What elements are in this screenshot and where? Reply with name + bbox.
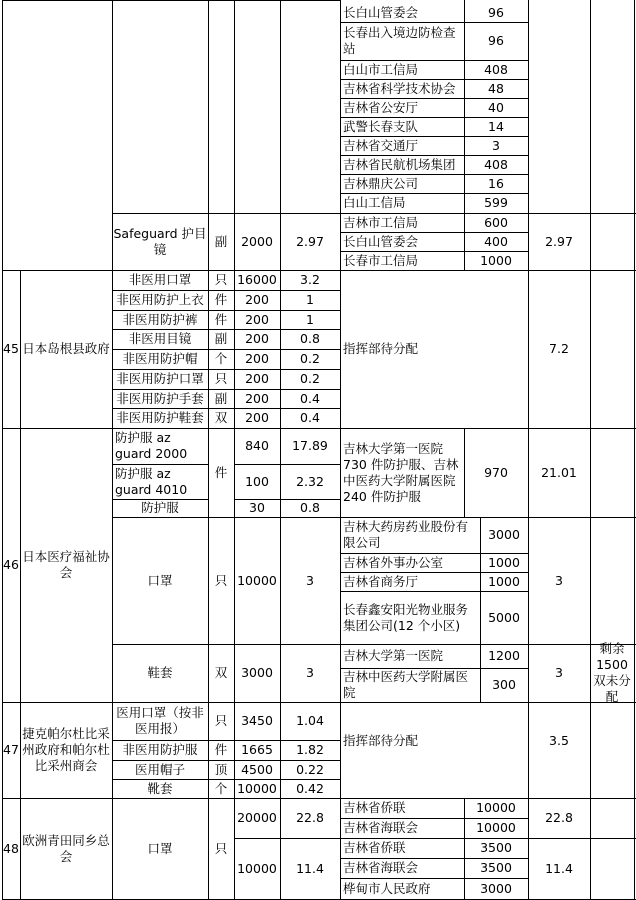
table-cell <box>209 214 233 269</box>
cell-text: 599 <box>484 195 508 210</box>
table-cell <box>113 518 207 643</box>
table-cell <box>281 761 339 778</box>
table-cell <box>341 99 463 116</box>
table-cell <box>341 799 463 817</box>
cell-text: 3000 <box>488 527 520 542</box>
cell-text: 200 <box>245 292 269 307</box>
cell-text: 7.2 <box>549 341 569 356</box>
cell-text: 桦甸市人民政府 <box>343 880 431 896</box>
cell-text: 2.32 <box>296 473 324 489</box>
table-cell <box>113 799 207 898</box>
table-cell <box>341 703 527 778</box>
cell-text: 副 <box>214 233 228 249</box>
table-cell <box>235 518 279 643</box>
table-cell <box>465 118 527 135</box>
table-cell <box>209 330 233 348</box>
table-cell <box>341 118 463 135</box>
table-cell <box>281 214 339 269</box>
cell-text: 47 <box>3 742 19 757</box>
table-cell <box>113 390 207 407</box>
cell-text: 3000 <box>241 665 273 680</box>
table-cell <box>341 271 527 427</box>
table-cell <box>209 291 233 309</box>
table-cell <box>235 429 279 463</box>
cell-text: 吉林省交通厅 <box>343 137 419 153</box>
cell-text: 吉林大学第一医院 730 件防护服、吉林中医药大学附属医院 240 件防护服 <box>343 440 459 504</box>
table-cell <box>21 271 111 427</box>
table-cell <box>209 518 233 643</box>
table-cell <box>235 271 279 289</box>
cell-text: 17.89 <box>292 438 328 453</box>
table-cell <box>113 291 207 309</box>
cell-text: 医用帽子 <box>134 761 185 777</box>
table-cell <box>481 669 527 701</box>
cell-text: 吉林鼎庆公司 <box>343 175 419 191</box>
cell-text: 3 <box>306 665 314 680</box>
table-cell <box>281 645 339 701</box>
cell-text: 白山市工信局 <box>343 61 419 77</box>
table-cell <box>281 799 339 837</box>
cell-text: 48 <box>488 80 504 96</box>
cell-text: 30 <box>249 500 265 515</box>
cell-text: 22.8 <box>296 810 324 825</box>
table-cell <box>281 311 339 328</box>
table-cell <box>465 819 527 837</box>
table-cell <box>465 839 527 857</box>
table-cell <box>113 703 207 739</box>
cell-text: 非医用防护上衣 <box>116 292 204 307</box>
table-cell <box>209 350 233 368</box>
cell-text: 件 <box>214 742 228 757</box>
cell-text: 吉林省公安厅 <box>343 99 419 115</box>
table-cell <box>465 233 527 250</box>
table-cell <box>481 518 527 552</box>
table-cell <box>113 409 207 427</box>
cell-text: 日本医疗福祉协会 <box>22 549 110 580</box>
table-cell <box>235 370 279 388</box>
table-cell <box>341 23 463 59</box>
cell-text: 200 <box>245 331 269 346</box>
table-cell <box>281 518 339 643</box>
cell-text: 1000 <box>488 554 520 570</box>
table-cell <box>341 669 479 701</box>
table-cell <box>209 311 233 328</box>
cell-text: 指挥部待分配 <box>343 732 419 748</box>
table-cell <box>281 409 339 427</box>
cell-text: 45 <box>3 341 19 356</box>
cell-text: 非医用防护裤 <box>122 311 198 327</box>
table-cell <box>281 703 339 739</box>
cell-text: 双 <box>214 410 228 425</box>
table-cell <box>465 252 527 269</box>
table-cell <box>235 500 279 516</box>
cell-text: 0.8 <box>300 500 320 515</box>
table-cell <box>281 330 339 348</box>
table-cell <box>3 703 19 797</box>
cell-text: 非医用防护帽 <box>122 351 198 366</box>
cell-text: 200 <box>245 371 269 386</box>
table-cell <box>235 409 279 427</box>
table-cell <box>113 350 207 368</box>
table-cell <box>209 780 233 797</box>
cell-text: 长春出入境边防检查站 <box>343 25 456 56</box>
table-cell <box>113 429 207 463</box>
cell-text: 22.8 <box>545 810 573 825</box>
table-cell <box>341 137 463 154</box>
cell-text: 吉林中医药大学附属医院 <box>343 669 469 700</box>
table-cell <box>341 859 463 877</box>
table-cell <box>113 465 207 498</box>
table-cell <box>341 80 463 97</box>
table-cell <box>281 370 339 388</box>
table-cell <box>465 429 527 516</box>
table-cell <box>341 839 463 857</box>
table-cell <box>235 741 279 759</box>
table-cell <box>113 330 207 348</box>
table-cell <box>209 390 233 407</box>
table-cell <box>341 4 463 21</box>
cell-text: 0.8 <box>300 331 320 346</box>
cell-text: 21.01 <box>541 464 577 480</box>
table-cell <box>3 799 19 898</box>
cell-text: 吉林省侨联 <box>343 840 406 855</box>
cell-text: 防护服 az guard 4010 <box>115 465 188 497</box>
cell-text: 200 <box>245 390 269 406</box>
table-cell <box>113 311 207 328</box>
table-cell <box>529 429 589 516</box>
table-cell <box>529 271 589 427</box>
cell-text: 只 <box>214 272 228 287</box>
cell-text: 非医用防护手套 <box>116 390 204 406</box>
cell-text: 吉林省商务厅 <box>343 573 419 589</box>
table-cell <box>341 233 463 250</box>
cell-text: 鞋套 <box>147 665 173 680</box>
cell-text: 防护服 az guard 2000 <box>115 430 188 461</box>
cell-text: 2.97 <box>296 233 324 249</box>
cell-text: 长春鑫安阳光物业服务集团公司(12 个小区) <box>343 601 469 633</box>
cell-text: 吉林省海联会 <box>343 820 419 835</box>
table-cell <box>21 799 111 898</box>
cell-text: 0.2 <box>300 371 320 386</box>
table-cell <box>341 819 463 837</box>
cell-text: 0.42 <box>296 780 324 796</box>
table-cell <box>281 741 339 759</box>
table-cell <box>341 252 463 269</box>
cell-text: 口罩 <box>147 840 173 856</box>
table-cell <box>481 554 527 571</box>
table-cell <box>465 799 527 817</box>
table-cell <box>209 271 233 289</box>
cell-text: 非医用防护口罩 <box>116 371 204 386</box>
table-cell <box>235 311 279 328</box>
table-cell <box>235 839 279 898</box>
cell-text: 武警长春支队 <box>343 118 419 134</box>
table-cell <box>465 214 527 231</box>
table-cell <box>113 500 207 516</box>
cell-text: 600 <box>484 214 508 230</box>
table-cell <box>281 500 339 516</box>
table-cell <box>281 350 339 368</box>
cell-text: 100 <box>245 473 269 489</box>
table-cell <box>235 799 279 837</box>
table-cell <box>235 330 279 348</box>
cell-text: 只 <box>214 840 228 856</box>
cell-text: 14 <box>488 118 504 134</box>
table-cell <box>235 390 279 407</box>
grid-line-vertical <box>634 0 635 899</box>
cell-text: 300 <box>492 677 516 692</box>
table-cell <box>465 175 527 192</box>
cell-text: 1.04 <box>296 713 324 728</box>
table-cell <box>341 61 463 78</box>
table-cell <box>235 645 279 701</box>
cell-text: 10000 <box>476 820 516 835</box>
table-cell <box>465 859 527 877</box>
table-cell <box>113 741 207 759</box>
table-cell <box>21 429 111 701</box>
table-cell <box>341 518 479 552</box>
cell-text: 970 <box>484 464 508 480</box>
cell-text: 10000 <box>237 572 277 588</box>
table-cell <box>465 80 527 97</box>
table-cell <box>3 271 19 427</box>
cell-text: 5000 <box>488 609 520 625</box>
table-cell <box>281 839 339 898</box>
table-cell <box>209 429 233 516</box>
table-cell <box>341 429 463 516</box>
table-cell <box>281 291 339 309</box>
table-cell <box>341 573 479 590</box>
table-cell <box>235 703 279 739</box>
table-cell <box>481 573 527 590</box>
table-cell <box>465 4 527 21</box>
cell-text: 件 <box>214 464 228 480</box>
table-cell <box>341 194 463 212</box>
cell-text: 吉林大药房药业股份有限公司 <box>343 519 469 550</box>
table-cell <box>209 645 233 701</box>
cell-text: 840 <box>245 438 269 453</box>
cell-text: 16 <box>488 175 504 191</box>
table-cell <box>281 780 339 797</box>
cell-text: 2.97 <box>545 233 573 249</box>
cell-text: 只 <box>214 572 228 588</box>
cell-text: 吉林大学第一医院 <box>343 648 444 663</box>
cell-text: 3.2 <box>300 272 320 287</box>
cell-text: 吉林市工信局 <box>343 214 419 230</box>
cell-text: 防护服 <box>141 500 179 515</box>
cell-text: 个 <box>214 351 228 366</box>
cell-text: 长白山管委会 <box>343 4 419 20</box>
table-cell <box>465 156 527 173</box>
cell-text: 1000 <box>488 573 520 589</box>
table-cell <box>529 703 589 778</box>
cell-text: 2000 <box>241 233 273 249</box>
cell-text: 副 <box>214 390 228 406</box>
table-cell <box>3 429 19 701</box>
table-cell <box>281 390 339 407</box>
cell-text: 46 <box>3 557 19 572</box>
cell-text: 96 <box>488 33 504 48</box>
cell-text: 200 <box>245 410 269 425</box>
cell-text: 捷克帕尔杜比采州政府和帕尔杜比采州商会 <box>22 726 110 773</box>
cell-text: 0.4 <box>300 410 320 425</box>
cell-text: 10000 <box>476 800 516 815</box>
cell-text: 白山工信局 <box>343 195 406 210</box>
table-cell <box>341 156 463 173</box>
cell-text: 10000 <box>237 780 277 796</box>
cell-text: 长白山管委会 <box>343 233 419 249</box>
table-cell <box>529 645 589 701</box>
cell-text: 吉林省外事办公室 <box>343 554 444 570</box>
table-cell <box>481 592 527 643</box>
cell-text: 口罩 <box>147 572 173 588</box>
cell-text: 欧洲青田同乡总会 <box>22 832 110 864</box>
table-cell <box>465 99 527 116</box>
table-cell <box>113 271 207 289</box>
table-cell <box>465 61 527 78</box>
cell-text: 11.4 <box>545 860 573 876</box>
cell-text: 件 <box>214 311 228 327</box>
table-cell <box>235 350 279 368</box>
cell-text: 20000 <box>237 810 277 825</box>
cell-text: 0.4 <box>300 390 320 406</box>
cell-text: 0.22 <box>296 761 324 777</box>
table-cell <box>209 799 233 898</box>
cell-text: 顶 <box>214 761 228 777</box>
table-cell <box>235 761 279 778</box>
table-cell <box>591 641 633 704</box>
table-cell <box>209 370 233 388</box>
cell-text: 1 <box>306 311 314 327</box>
cell-text: 16000 <box>237 272 277 287</box>
cell-text: 吉林省侨联 <box>343 800 406 815</box>
table-cell <box>465 137 527 154</box>
table-cell <box>209 761 233 778</box>
cell-text: 件 <box>214 292 228 307</box>
table-cell <box>281 271 339 289</box>
cell-text: 非医用口罩 <box>128 272 192 287</box>
cell-text: 日本岛根县政府 <box>22 341 110 356</box>
cell-text: 副 <box>214 331 228 346</box>
table-cell <box>529 518 589 643</box>
cell-text: 3500 <box>480 860 512 875</box>
cell-text: 1000 <box>480 252 512 268</box>
cell-text: 靴套 <box>147 780 173 796</box>
cell-text: 3 <box>555 572 563 588</box>
cell-text: 长春市工信局 <box>343 252 419 268</box>
cell-text: 医用口罩（按非医用报） <box>116 705 204 736</box>
cell-text: 只 <box>214 713 228 728</box>
cell-text: 3 <box>555 665 563 680</box>
table-cell <box>341 175 463 192</box>
cell-text: 200 <box>245 311 269 327</box>
cell-text: 个 <box>214 780 228 796</box>
cell-text: 非医用防护服 <box>122 742 198 757</box>
table-cell <box>113 370 207 388</box>
cell-text: 吉林省科学技术协会 <box>343 80 456 96</box>
table-cell <box>113 214 207 269</box>
cell-text: 96 <box>488 4 504 20</box>
table-cell <box>465 879 527 898</box>
cell-text: 3500 <box>480 840 512 855</box>
table-cell <box>281 465 339 498</box>
table-cell <box>235 780 279 797</box>
table-cell <box>21 703 111 797</box>
table-cell <box>465 194 527 212</box>
table-cell <box>209 741 233 759</box>
table-cell <box>209 703 233 739</box>
table-cell <box>341 554 479 571</box>
cell-text: 48 <box>3 840 19 856</box>
cell-text: 3 <box>306 572 314 588</box>
table-cell <box>113 645 207 701</box>
cell-text: 吉林省海联会 <box>343 860 419 875</box>
table-cell <box>209 409 233 427</box>
table-cell <box>235 214 279 269</box>
cell-text: 3450 <box>241 713 273 728</box>
table-cell <box>281 429 339 463</box>
table-cell <box>465 23 527 59</box>
table-cell <box>529 839 589 898</box>
cell-text: 3.5 <box>549 732 569 748</box>
cell-text: 0.2 <box>300 351 320 366</box>
cell-text: 指挥部待分配 <box>343 341 419 356</box>
cell-text: Safeguard 护目镜 <box>113 225 207 257</box>
table-cell <box>113 761 207 778</box>
grid-line-vertical <box>590 0 591 899</box>
table-cell <box>341 592 479 643</box>
cell-text: 吉林省民航机场集团 <box>343 156 456 172</box>
cell-text: 只 <box>214 371 228 386</box>
cell-text: 剩余 1500 双未分配 <box>593 641 631 704</box>
cell-text: 1 <box>306 292 314 307</box>
cell-text: 4500 <box>241 761 273 777</box>
table-cell <box>235 465 279 498</box>
cell-text: 408 <box>484 61 508 77</box>
cell-text: 1665 <box>241 742 273 757</box>
cell-text: 200 <box>245 351 269 366</box>
cell-text: 40 <box>488 99 504 115</box>
cell-text: 408 <box>484 156 508 172</box>
cell-text: 3 <box>492 137 500 153</box>
cell-text: 11.4 <box>296 860 324 876</box>
grid-line-horizontal <box>2 0 340 1</box>
table-cell <box>341 645 479 667</box>
cell-text: 非医用目镜 <box>128 331 192 346</box>
cell-text: 400 <box>484 233 508 249</box>
table-cell <box>529 799 589 837</box>
table-cell <box>235 291 279 309</box>
table-cell <box>481 645 527 667</box>
cell-text: 10000 <box>237 860 277 876</box>
cell-text: 3000 <box>480 880 512 896</box>
cell-text: 双 <box>214 665 228 680</box>
cell-text: 1200 <box>488 648 520 663</box>
table-cell <box>529 214 589 269</box>
table-cell <box>113 780 207 797</box>
cell-text: 非医用防护鞋套 <box>116 410 204 425</box>
cell-text: 1.82 <box>296 742 324 757</box>
table-cell <box>341 214 463 231</box>
table-cell <box>341 879 463 898</box>
